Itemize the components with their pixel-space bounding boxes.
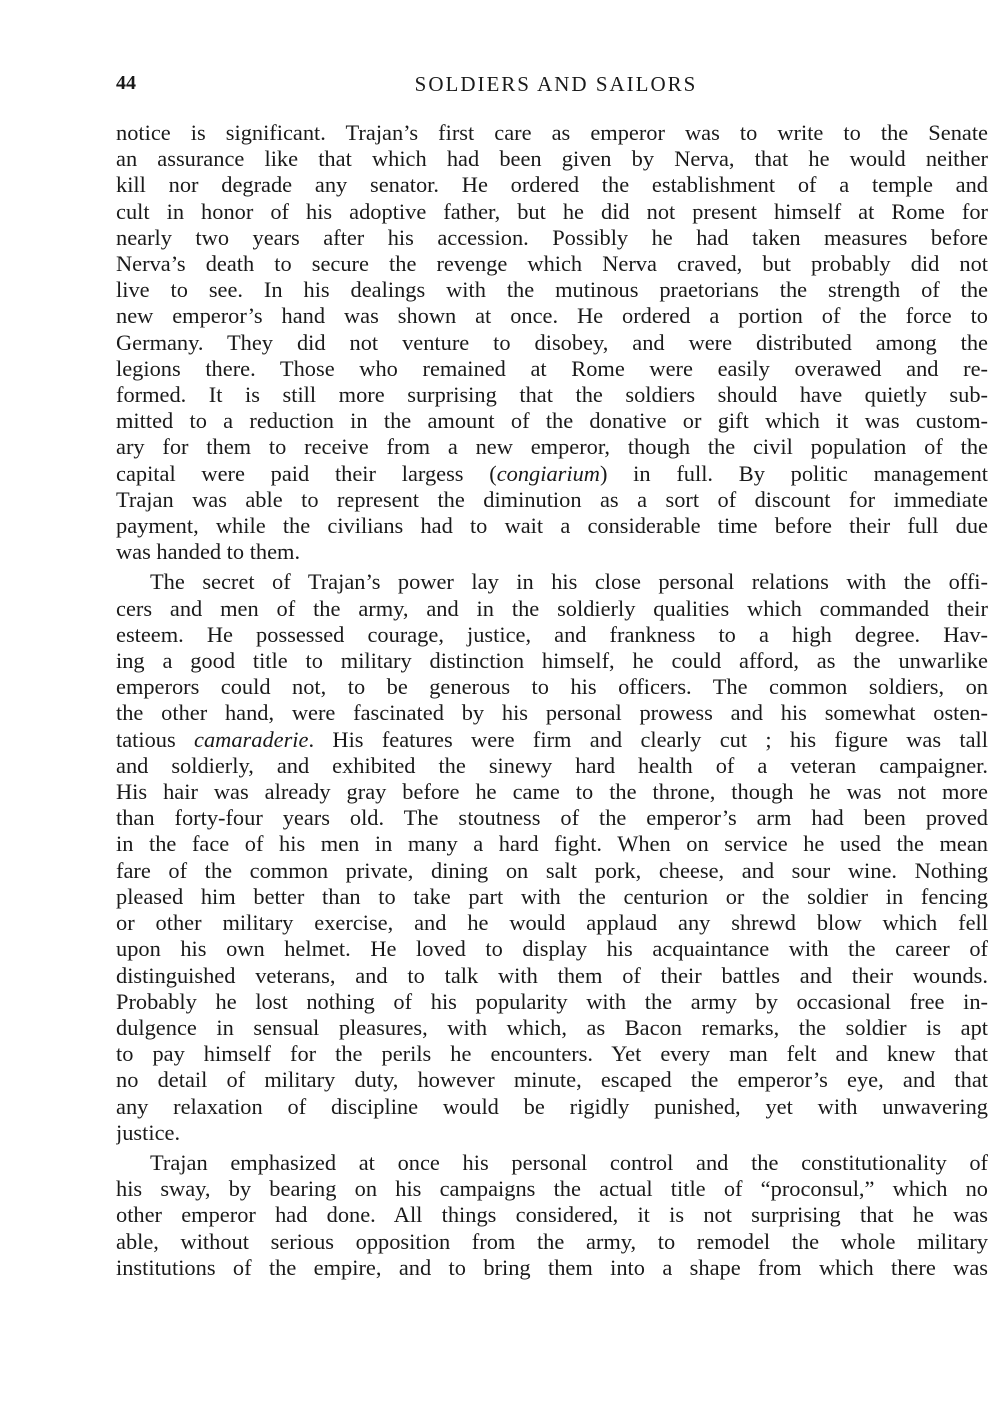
text-line: other emperor had done. All things considered, it is not surprising that he was: [116, 1202, 988, 1228]
text-line: than forty-four years old. The stoutness of the emperor’s arm had been proved: [116, 805, 988, 831]
text-line: able, without serious opposition from the army, to remodel the whole military: [116, 1228, 988, 1254]
text-line: upon his own helmet. He loved to display his acquaintance with the career of: [116, 936, 988, 962]
text-line: The secret of Trajan’s power lay in his close personal relations with the offi-: [150, 569, 988, 595]
text-line: or other military exercise, and he would applaud any shrewd blow which fell: [116, 910, 988, 936]
text-line: tatious camaraderie. His features were firm and clearly cut ; his figure was tall: [116, 726, 988, 752]
text-line: esteem. He possessed courage, justice, and frankness to a high degree. Hav-: [116, 621, 988, 647]
text-line: Trajan was able to represent the diminution as a sort of discount for immediate: [116, 486, 988, 512]
text-line: Trajan emphasized at once his personal control and the constitutionality of: [150, 1149, 988, 1175]
text-line: kill nor degrade any senator. He ordered the establishment of a temple and: [116, 172, 988, 198]
text-line: pleased him better than to take part with the centurion or the soldier in fencing: [116, 883, 988, 909]
body-text: [116, 120, 988, 1285]
text-line: Probably he lost nothing of his popularity with the army by occasional free in-: [116, 988, 988, 1014]
text-line: ing a good title to military distinction himself, he could afford, as the unwarlike: [116, 648, 988, 674]
text-line: Germany. They did not venture to disobey, and were distributed among the: [116, 329, 988, 355]
text-line: his sway, by bearing on his campaigns the actual title of “proconsul,” which no: [116, 1176, 988, 1202]
text-line: Nerva’s death to secure the revenge which Nerva craved, but probably did not: [116, 251, 988, 277]
text-line: payment, while the civilians had to wait a considerable time before their full due: [116, 513, 988, 539]
page-header: [112, 72, 1000, 102]
text-line: dulgence in sensual pleasures, with which, as Bacon remarks, the soldier is apt: [116, 1014, 988, 1040]
text-line: nearly two years after his accession. Possibly he had taken measures before: [116, 224, 988, 250]
text-line: capital were paid their largess (congiarium) in full. By politic management: [116, 460, 988, 486]
text-line: legions there. Those who remained at Rome were easily overawed and re-: [116, 355, 988, 381]
paragraph: [116, 120, 988, 565]
text-line: ary for them to receive from a new emperor, though the civil population of the: [116, 434, 988, 460]
text-line: emperors could not, to be generous to his officers. The common soldiers, on: [116, 674, 988, 700]
paragraph: [116, 569, 988, 1145]
text-line: formed. It is still more surprising that the soldiers should have quietly sub-: [116, 382, 988, 408]
text-line: new emperor’s hand was shown at once. He ordered a portion of the force to: [116, 303, 988, 329]
text-line: cers and men of the army, and in the soldierly qualities which commanded their: [116, 595, 988, 621]
text-line: mitted to a reduction in the amount of the donative or gift which it was custom-: [116, 408, 988, 434]
text-line: in the face of his men in many a hard fight. When on service he used the mean: [116, 831, 988, 857]
text-line: and soldierly, and exhibited the sinewy hard health of a veteran campaigner.: [116, 752, 988, 778]
running-title: SOLDIERS AND SAILORS: [414, 72, 698, 96]
text-line: the other hand, were fascinated by his personal prowess and his somewhat osten-: [116, 700, 988, 726]
text-line: any relaxation of discipline would be rigidly punished, yet with unwavering: [116, 1093, 988, 1119]
text-line: to pay himself for the perils he encounters. Yet every man felt and knew that: [116, 1041, 988, 1067]
page-number: 44: [116, 72, 136, 94]
text-line: no detail of military duty, however minute, escaped the emperor’s eye, and that: [116, 1067, 988, 1093]
text-line: fare of the common private, dining on salt pork, cheese, and sour wine. Nothing: [116, 857, 988, 883]
paragraph: [116, 1150, 988, 1281]
text-line: justice.: [116, 1119, 181, 1145]
text-line: was handed to them.: [116, 539, 301, 565]
text-line: live to see. In his dealings with the mutinous praetorians the strength of the: [116, 277, 988, 303]
text-line: institutions of the empire, and to bring them into a shape from which there was: [116, 1254, 988, 1280]
text-line: cult in honor of his adoptive father, but he did not present himself at Rome for: [116, 198, 988, 224]
text-line: an assurance like that which had been given by Nerva, that he would neither: [116, 146, 988, 172]
text-line: distinguished veterans, and to talk with them of their battles and their wounds.: [116, 962, 988, 988]
text-line: notice is significant. Trajan’s first care as emperor was to write to the Senate: [116, 120, 988, 145]
text-line: His hair was already gray before he came to the throne, though he was not more: [116, 779, 988, 805]
